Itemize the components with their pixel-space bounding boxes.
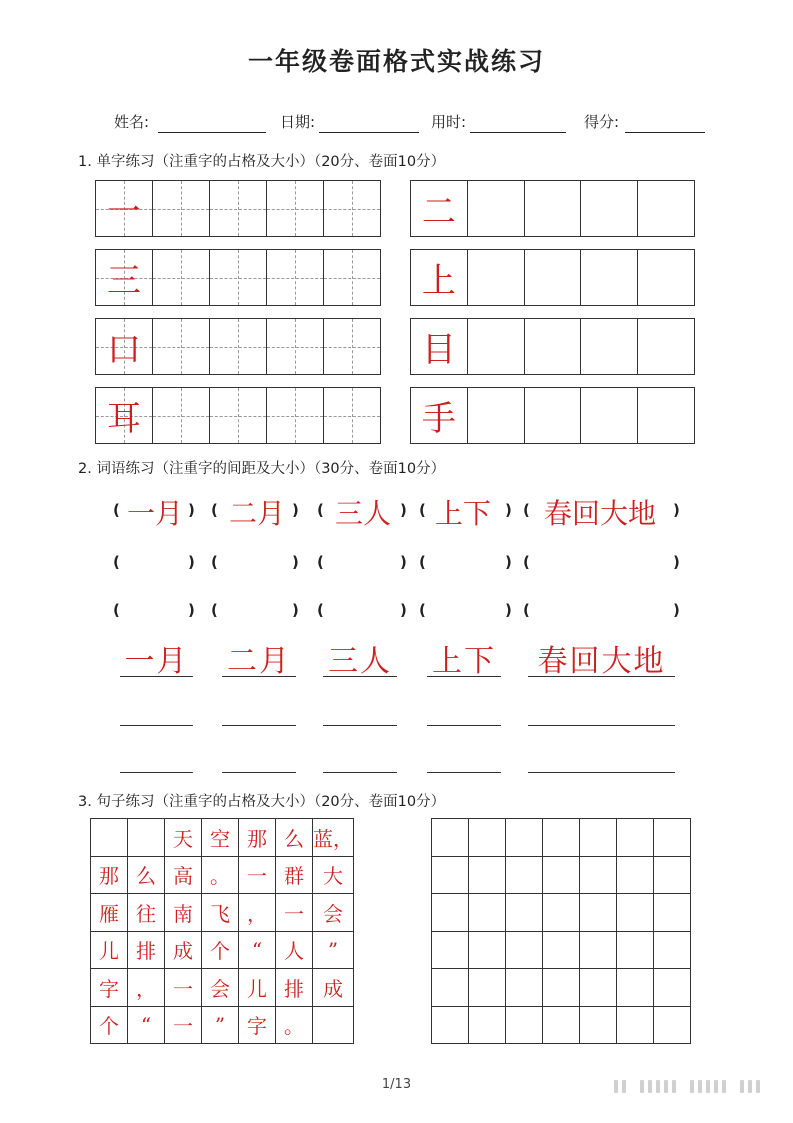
practice-cell[interactable] — [617, 969, 654, 1007]
sentence-cell — [91, 819, 128, 857]
paren-open: ( — [113, 601, 120, 619]
model-character: 目 — [421, 330, 456, 370]
score-label: 得分: — [584, 113, 620, 131]
practice-cell[interactable] — [543, 969, 580, 1007]
watermark-bar — [698, 1080, 702, 1093]
practice-cell[interactable] — [432, 894, 469, 932]
writing-cell[interactable] — [266, 250, 323, 305]
sentence-cell: 字 — [239, 1006, 276, 1044]
name-label: 姓名: — [114, 113, 150, 131]
writing-cell[interactable] — [209, 388, 266, 443]
practice-cell[interactable] — [469, 894, 506, 932]
tianzi-grid-row — [95, 318, 381, 375]
word-blank[interactable] — [431, 549, 503, 575]
sentence-cell: 么 — [128, 856, 165, 894]
writing-cell[interactable] — [209, 250, 266, 305]
paren-close: ) — [188, 553, 195, 571]
practice-cell[interactable] — [654, 1006, 691, 1044]
writing-cell[interactable] — [266, 181, 323, 236]
square-grid-row — [410, 180, 695, 237]
sentence-cell: 。 — [276, 1006, 313, 1044]
practice-cell[interactable] — [506, 1006, 543, 1044]
sentence-cell: 排 — [128, 931, 165, 969]
practice-cell[interactable] — [469, 819, 506, 857]
writing-cell[interactable] — [467, 319, 524, 374]
model-character: 手 — [421, 399, 456, 439]
paren-close: ) — [292, 553, 299, 571]
model-word-on-line: 三人 — [328, 644, 392, 679]
sentence-cell: ， — [239, 894, 276, 932]
writing-cell[interactable] — [637, 250, 694, 305]
date-field[interactable] — [319, 132, 419, 133]
model-word-on-line: 一月 — [124, 644, 189, 679]
writing-line[interactable] — [427, 725, 501, 726]
watermark-bar — [714, 1080, 718, 1093]
model-word: 二月 — [228, 497, 285, 530]
model-word-on-line: 上下 — [432, 644, 496, 679]
practice-cell[interactable] — [543, 931, 580, 969]
practice-cell[interactable] — [432, 856, 469, 894]
writing-cell[interactable] — [266, 388, 323, 443]
practice-cell[interactable] — [432, 1006, 469, 1044]
practice-cell[interactable] — [580, 1006, 617, 1044]
watermark-bar — [656, 1080, 660, 1093]
paren-open: ( — [523, 553, 530, 571]
paren-close: ) — [673, 553, 680, 571]
page-title: 一年级卷面格式实战练习 — [247, 47, 545, 76]
paren-close: ) — [400, 601, 407, 619]
paren-open: ( — [419, 501, 426, 519]
writing-line[interactable] — [120, 725, 193, 726]
word-underline — [427, 676, 501, 677]
model-word: 春回大地 — [543, 497, 656, 530]
watermark-bar — [722, 1080, 726, 1093]
model-word-on-line: 春回大地 — [537, 644, 666, 679]
practice-cell[interactable] — [654, 931, 691, 969]
sentence-cell: 会 — [313, 894, 354, 932]
practice-cell[interactable] — [580, 856, 617, 894]
word-blank[interactable] — [223, 597, 290, 623]
writing-cell[interactable] — [467, 388, 524, 443]
practice-cell[interactable] — [654, 856, 691, 894]
page-number: 1/13 — [381, 1077, 412, 1092]
sentence-cell: 成 — [165, 931, 202, 969]
sentence-cell: 那 — [239, 819, 276, 857]
paren-open: ( — [113, 553, 120, 571]
sentence-cell: 群 — [276, 856, 313, 894]
sentence-cell: 儿 — [91, 931, 128, 969]
tianzi-grid-row — [95, 180, 381, 237]
paren-open: ( — [317, 601, 324, 619]
section-2-heading: 2. 词语练习（注重字的间距及大小）（30分、卷面10分） — [78, 461, 446, 477]
writing-cell[interactable] — [323, 319, 380, 374]
practice-cell[interactable] — [506, 969, 543, 1007]
square-grid-row — [410, 387, 695, 444]
word-blank[interactable] — [535, 549, 671, 575]
practice-cell[interactable] — [617, 894, 654, 932]
practice-cell[interactable] — [506, 894, 543, 932]
practice-cell[interactable] — [617, 856, 654, 894]
paren-close: ) — [292, 601, 299, 619]
paren-open: ( — [211, 501, 218, 519]
time-label: 用时: — [431, 113, 467, 131]
sentence-cell: “ — [128, 1006, 165, 1044]
writing-cell[interactable] — [411, 319, 467, 374]
writing-line[interactable] — [528, 772, 675, 773]
word-blank[interactable] — [535, 597, 671, 623]
sentence-cell: 一 — [165, 1006, 202, 1044]
practice-cell[interactable] — [469, 1006, 506, 1044]
writing-cell[interactable] — [637, 388, 694, 443]
paren-open: ( — [317, 501, 324, 519]
paren-open: ( — [211, 553, 218, 571]
practice-cell[interactable] — [580, 894, 617, 932]
sentence-cell: ” — [202, 1006, 239, 1044]
practice-cell[interactable] — [469, 856, 506, 894]
model-character: 上 — [421, 261, 456, 301]
watermark-bar — [706, 1080, 710, 1093]
word-blank[interactable] — [125, 597, 186, 623]
writing-cell[interactable] — [152, 250, 209, 305]
watermark-bar — [690, 1080, 694, 1093]
practice-cell[interactable] — [506, 856, 543, 894]
writing-line[interactable] — [323, 725, 397, 726]
paren-close: ) — [505, 501, 512, 519]
writing-cell[interactable] — [411, 388, 467, 443]
word-blank[interactable] — [125, 549, 186, 575]
writing-line[interactable] — [120, 772, 193, 773]
practice-cell[interactable] — [654, 819, 691, 857]
writing-cell[interactable] — [580, 319, 637, 374]
sentence-cell: 儿 — [239, 969, 276, 1007]
model-word: 一月 — [126, 497, 183, 530]
practice-cell[interactable] — [469, 969, 506, 1007]
sentence-cell: 一 — [165, 969, 202, 1007]
practice-cell[interactable] — [506, 931, 543, 969]
practice-cell[interactable] — [580, 969, 617, 1007]
sentence-cell: 个 — [202, 931, 239, 969]
watermark-bar — [648, 1080, 652, 1093]
sentence-cell: 一 — [239, 856, 276, 894]
watermark-bar — [664, 1080, 668, 1093]
sentence-cell: 人 — [276, 931, 313, 969]
practice-cell[interactable] — [617, 1006, 654, 1044]
paren-close: ) — [505, 553, 512, 571]
practice-cell[interactable] — [580, 931, 617, 969]
watermark-bar — [748, 1080, 752, 1093]
writing-line[interactable] — [222, 725, 296, 726]
sentence-cell: 飞 — [202, 894, 239, 932]
writing-cell[interactable] — [323, 181, 380, 236]
writing-cell[interactable] — [580, 250, 637, 305]
watermark-bar — [756, 1080, 760, 1093]
writing-cell[interactable] — [96, 181, 152, 236]
paren-open: ( — [317, 553, 324, 571]
word-underline — [120, 676, 193, 677]
word-blank[interactable] — [223, 549, 290, 575]
practice-cell[interactable] — [432, 819, 469, 857]
writing-cell[interactable] — [524, 319, 581, 374]
sentence-cell: 个 — [91, 1006, 128, 1044]
writing-cell[interactable] — [209, 181, 266, 236]
section-3-heading: 3. 句子练习（注重字的占格及大小）（20分、卷面10分） — [78, 794, 446, 810]
sentence-cell: “ — [239, 931, 276, 969]
sentence-cell: 么 — [276, 819, 313, 857]
writing-cell[interactable] — [637, 319, 694, 374]
square-grid-row — [410, 249, 695, 306]
score-field[interactable] — [625, 132, 705, 133]
practice-cell[interactable] — [654, 894, 691, 932]
writing-cell[interactable] — [580, 388, 637, 443]
writing-cell[interactable] — [411, 181, 467, 236]
model-character: 一 — [107, 192, 141, 232]
watermark-bar — [672, 1080, 676, 1093]
writing-cell[interactable] — [96, 250, 152, 305]
sentence-cell: 南 — [165, 894, 202, 932]
writing-cell[interactable] — [411, 250, 467, 305]
practice-cell[interactable] — [432, 931, 469, 969]
word-blank[interactable] — [431, 597, 503, 623]
practice-cell[interactable] — [543, 1006, 580, 1044]
writing-cell[interactable] — [524, 388, 581, 443]
writing-cell[interactable] — [580, 181, 637, 236]
tianzi-grid-row — [95, 387, 381, 444]
writing-cell[interactable] — [96, 388, 152, 443]
writing-cell[interactable] — [467, 181, 524, 236]
sentence-cell — [128, 819, 165, 857]
writing-cell[interactable] — [152, 319, 209, 374]
sentence-cell: 大 — [313, 856, 354, 894]
word-underline — [222, 676, 296, 677]
model-character: 口 — [107, 330, 141, 370]
paren-close: ) — [400, 553, 407, 571]
paren-open: ( — [211, 601, 218, 619]
sentence-cell: 空 — [202, 819, 239, 857]
watermark-bar — [640, 1080, 644, 1093]
paren-open: ( — [419, 601, 426, 619]
square-grid-row — [410, 318, 695, 375]
writing-line[interactable] — [222, 772, 296, 773]
writing-cell[interactable] — [524, 181, 581, 236]
writing-cell[interactable] — [323, 250, 380, 305]
sentence-model-grid — [90, 818, 354, 1044]
sentence-cell: ， — [128, 969, 165, 1007]
word-underline — [323, 676, 397, 677]
paren-close: ) — [505, 601, 512, 619]
practice-cell[interactable] — [543, 819, 580, 857]
paren-open: ( — [419, 553, 426, 571]
practice-cell[interactable] — [617, 931, 654, 969]
model-word: 上下 — [434, 497, 491, 530]
practice-cell[interactable] — [654, 969, 691, 1007]
writing-cell[interactable] — [209, 319, 266, 374]
paren-close: ) — [292, 501, 299, 519]
paren-close: ) — [673, 501, 680, 519]
sentence-cell: 成 — [313, 969, 354, 1007]
writing-cell[interactable] — [266, 319, 323, 374]
sentence-cell: 往 — [128, 894, 165, 932]
practice-cell[interactable] — [580, 819, 617, 857]
sentence-cell: 字 — [91, 969, 128, 1007]
tianzi-grid-row — [95, 249, 381, 306]
practice-cell[interactable] — [543, 856, 580, 894]
writing-cell[interactable] — [152, 181, 209, 236]
paren-close: ) — [400, 501, 407, 519]
practice-cell[interactable] — [543, 894, 580, 932]
paren-open: ( — [523, 601, 530, 619]
writing-cell[interactable] — [323, 388, 380, 443]
sentence-cell: 。 — [202, 856, 239, 894]
sentence-cell: 高 — [165, 856, 202, 894]
time-field[interactable] — [470, 132, 566, 133]
section-1-heading: 1. 单字练习（注重字的占格及大小）（20分、卷面10分） — [78, 154, 446, 170]
practice-cell[interactable] — [506, 819, 543, 857]
sentence-cell: 天 — [165, 819, 202, 857]
sentence-cell: 排 — [276, 969, 313, 1007]
writing-line[interactable] — [427, 772, 501, 773]
writing-line[interactable] — [528, 725, 675, 726]
sentence-cell: 雁 — [91, 894, 128, 932]
paren-open: ( — [113, 501, 120, 519]
watermark-bar — [614, 1080, 618, 1093]
paren-close: ) — [673, 601, 680, 619]
model-character: 二 — [421, 192, 456, 232]
date-label: 日期: — [280, 113, 316, 131]
sentence-cell: 一 — [276, 894, 313, 932]
paren-open: ( — [523, 501, 530, 519]
sentence-cell: 蓝， — [313, 819, 354, 857]
writing-cell[interactable] — [96, 319, 152, 374]
writing-cell[interactable] — [637, 181, 694, 236]
word-blank[interactable] — [329, 549, 398, 575]
paren-close: ) — [188, 601, 195, 619]
practice-cell[interactable] — [469, 931, 506, 969]
name-field[interactable] — [158, 132, 266, 133]
practice-cell[interactable] — [432, 969, 469, 1007]
paren-close: ) — [188, 501, 195, 519]
writing-cell[interactable] — [524, 250, 581, 305]
model-word: 三人 — [334, 497, 391, 530]
watermark-bar — [622, 1080, 626, 1093]
sentence-cell: ” — [313, 931, 354, 969]
model-word-on-line: 二月 — [227, 644, 291, 679]
sentence-cell: 会 — [202, 969, 239, 1007]
sentence-cell — [313, 1006, 354, 1044]
writing-line[interactable] — [323, 772, 397, 773]
model-character: 三 — [107, 261, 141, 301]
word-blank[interactable] — [329, 597, 398, 623]
writing-cell[interactable] — [152, 388, 209, 443]
watermark-bar — [740, 1080, 744, 1093]
word-underline — [528, 676, 675, 677]
model-character: 耳 — [107, 399, 141, 439]
writing-cell[interactable] — [467, 250, 524, 305]
practice-cell[interactable] — [617, 819, 654, 857]
sentence-cell: 那 — [91, 856, 128, 894]
sentence-practice-grid — [431, 818, 691, 1044]
